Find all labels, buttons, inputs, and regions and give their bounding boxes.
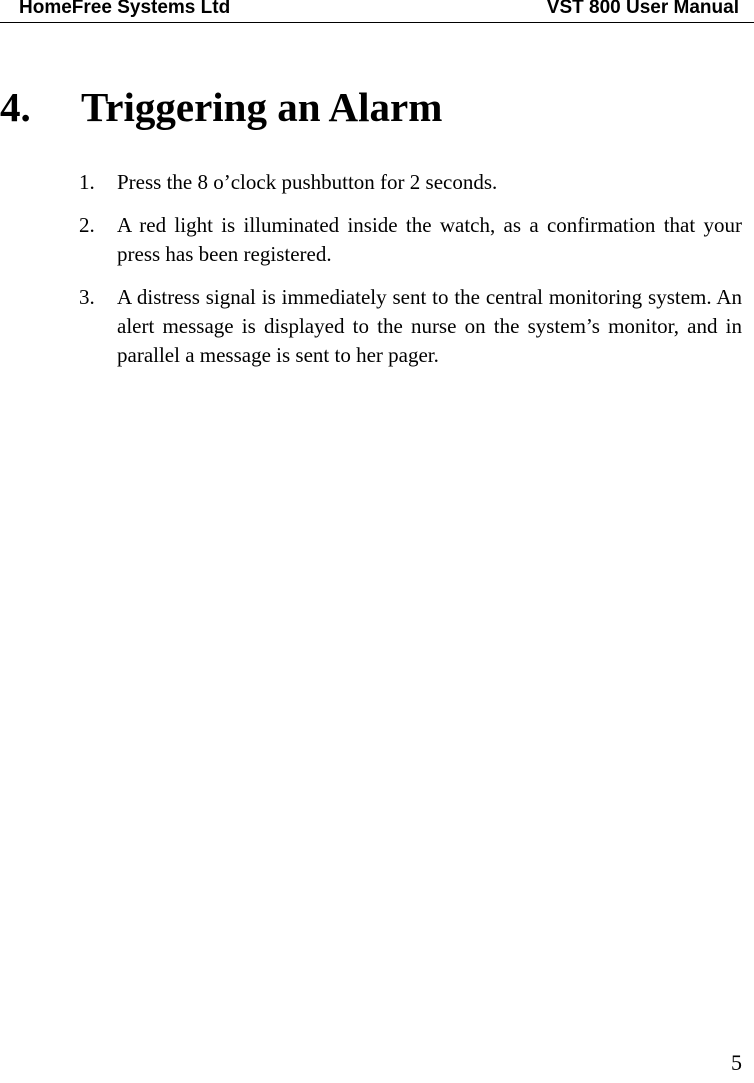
page-header [0, 0, 754, 23]
step-number: 3. [79, 285, 95, 309]
section-number: 4. [0, 84, 31, 130]
step-text: A distress signal is immediately sent to the central monitoring system. An alert message is displayed to the nurse on the system’s monitor, and in parallel a message is sent to her pager. [117, 285, 742, 367]
step-text: A red light is illuminated inside the watch, as a confirmation that your press has been registered. [117, 213, 742, 266]
header-manual-title: VST 800 User Manual [546, 0, 739, 18]
list-item [79, 168, 742, 197]
list-item [79, 283, 742, 370]
step-number: 2. [79, 213, 95, 237]
section-title: Triggering an Alarm [81, 84, 443, 130]
step-text: Press the 8 o’clock pushbutton for 2 seconds. [117, 170, 498, 194]
header-company: HomeFree Systems Ltd [19, 0, 231, 18]
steps-list [79, 168, 742, 384]
page-number: 5 [731, 1050, 742, 1075]
list-item [79, 211, 742, 269]
step-number: 1. [79, 170, 95, 194]
